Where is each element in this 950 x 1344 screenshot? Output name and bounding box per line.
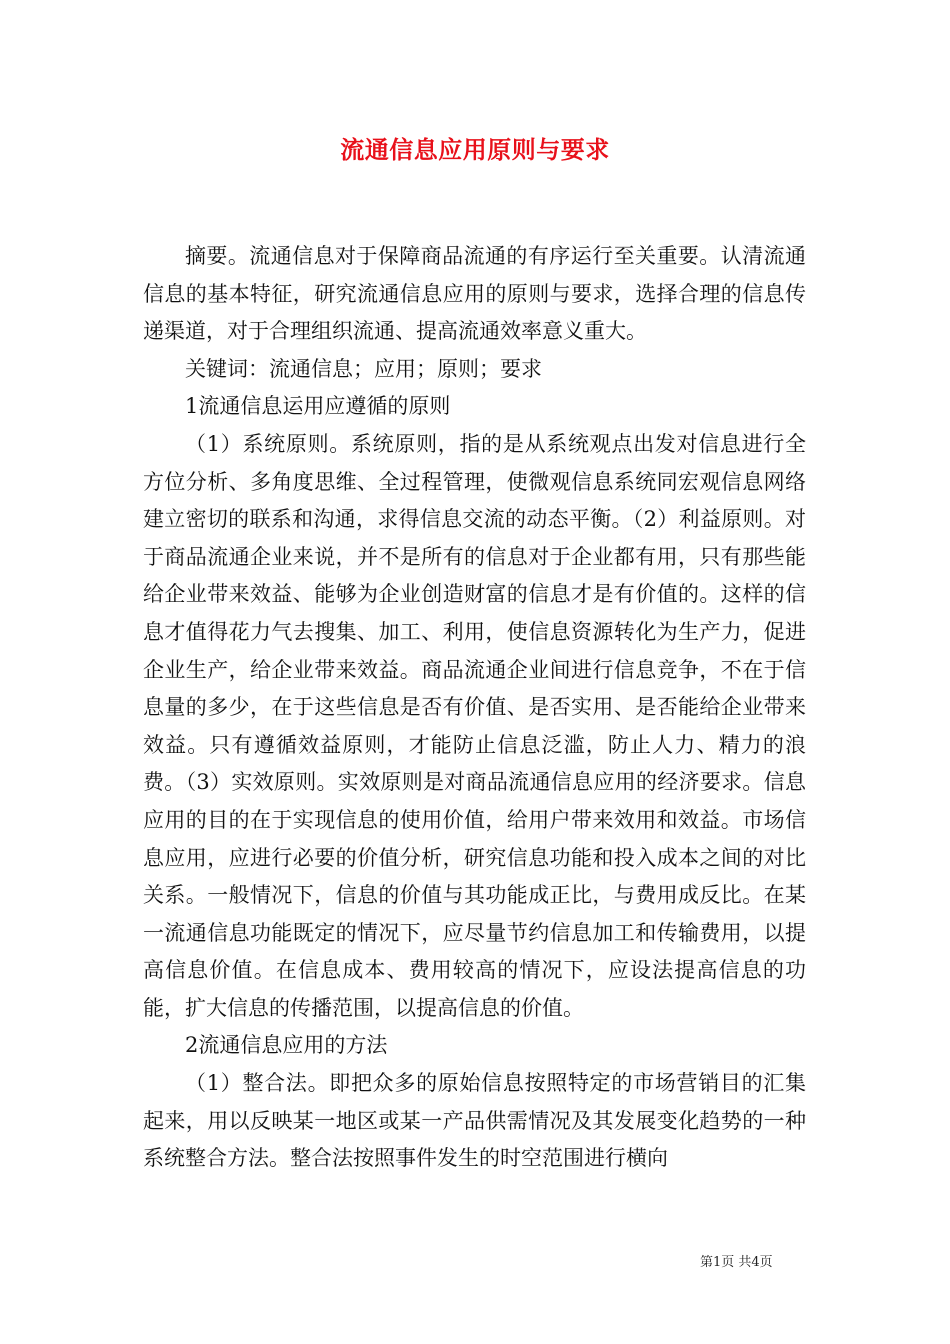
section-heading-2: 2流通信息应用的方法	[185, 1033, 388, 1058]
body-paragraph: （1）整合法。即把众多的原始信息按照特定的市场营销目的汇集起来，用以反映某一地区或某一产品供需情况及其发展变化趋势的一种系统整合方法。整合法按照事件发生的时空范围进行横向	[143, 1071, 806, 1171]
document-title: 流通信息应用原则与要求	[340, 135, 610, 164]
page-number: 第1页 共4页	[700, 1255, 773, 1270]
abstract-paragraph: 摘要。流通信息对于保障商品流通的有序运行至关重要。认清流通信息的基本特征，研究流通信息应用的原则与要求，选择合理的信息传递渠道，对于合理组织流通、提高流通效率意义重大。	[143, 244, 806, 344]
section-heading-1: 1流通信息运用应遵循的原则	[185, 394, 451, 419]
document-body	[143, 238, 806, 1178]
body-paragraph: （1）系统原则。系统原则，指的是从系统观点出发对信息进行全方位分析、多角度思维、全过程管理，使微观信息系统同宏观信息网络建立密切的联系和沟通，求得信息交流的动态平衡。（2）利益原则。对于商品流通企业来说，并不是所有的信息对于企业都有用，只有那些能给企业带来效益、能够为企业创造财富的信息才是有价值的。这样的信息才值得花力气去搜集、加工、利用，使信息资源转化为生产力，促进企业生产，给企业带来效益。商品流通企业间进行信息竞争，不在于信息量的多少，在于这些信息是否有价值、是否实用、是否能给企业带来效益。只有遵循效益原则，才能防止信息泛滥，防止人力、精力的浪费。（3）实效原则。实效原则是对商品流通信息应用的经济要求。信息应用的目的在于实现信息的使用价值，给用户带来效用和效益。市场信息应用，应进行必要的价值分析，研究信息功能和投入成本之间的对比关系。一般情况下，信息的价值与其功能成正比，与费用成反比。在某一流通信息功能既定的情况下，应尽量节约信息加工和传输费用，以提高信息价值。在信息成本、费用较高的情况下，应设法提高信息的功能，扩大信息的传播范围，以提高信息的价值。	[143, 431, 806, 1020]
keywords-line: 关键词：流通信息；应用；原则；要求	[185, 356, 542, 381]
